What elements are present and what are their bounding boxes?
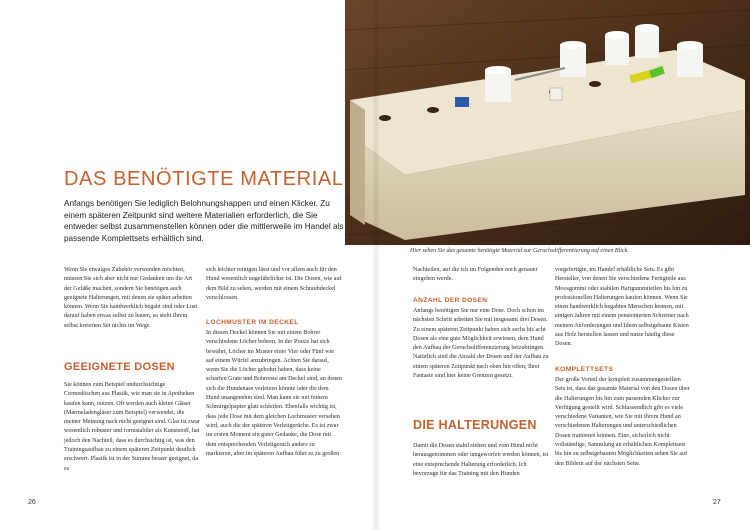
paragraph: vorgefertigte, im Handel erhältliche Sets. Es gibt Hersteller, von denen Sie verschiedene Fertigteile aus Moosgummi oder stabilen Hartgummiteilen bis hin zu professionellen Halterungen kaufen können. Wenn Sie einen handwerklich begabten Menschen kennen, mit einigen Jahren mit einem pensionierten Schreiner nach meinen Anforderungen und Ideen selbstgebaute Kisten aus Holz herstellen lassen und nutze häufig diese Dosen.: [555, 267, 689, 348]
page-number-left: 26: [28, 499, 36, 506]
column-3-lower: [413, 442, 549, 479]
photo-material: [345, 0, 750, 245]
column-2-lower: [206, 329, 342, 459]
paragraph: Sie können zum Beispiel undurchsichtige Cremedöschen aus Plastik, wie man sie in Apotheken kaufen kann, nutzen. Oft werden auch kleine Gläser (Marmeladengläser zum Beispiel) verwendet, die meiner Meinung nach nicht geeignet sind. Glas ist zwar wesentlich robuster und formstabiler als Kunststoff, hat jedoch den Nachteil, dass es durchsichtig ist, was den Trainingsaufbau zu einem späteren Zeitpunkt deutlich erschwert. Plastik ist in der Summe besser geeignet, da es: [64, 382, 200, 472]
heading-geeignete-dosen: GEEIGNETE DOSEN: [64, 361, 175, 373]
paragraph: Damit die Dosen stabil stehen und vom Hund nicht herausgenommen oder umgeworfen werden können, ist eine entsprechende Halterung erforderlich. Ich bevorzuge für das Training mit den Hunden: [413, 443, 549, 477]
book-gutter: [372, 0, 380, 530]
page-number-right: 27: [713, 499, 721, 506]
paragraph: sich leichter reinigen lässt und vor allem auch für den Hund wesentlich ungefährlicher ist. Die Dosen, wie auf dem Bild zu sehen, werden mit einem Schraubdeckel verschlossen.: [206, 267, 342, 301]
heading-halterungen: DIE HALTERUNGEN: [413, 418, 537, 432]
column-4-lower: [555, 376, 691, 469]
chapter-title: DAS BENÖTIGTE MATERIAL: [64, 168, 344, 190]
heading-komplettsets: KOMPLETTSETS: [555, 366, 614, 373]
paragraph: Der große Vorteil der komplett zusammengestellten Sets ist, dass das gesamte Material von den Dosen über die Halterungen bis hin zum passenden Klicker zur Verfügung gestellt wird. Schlussendlich gibt es viele verschiedene Varianten, wie Sie mit Ihrem Hund an verschiedenen Halterungen und unterschiedlichen Dosen trainieren können. Eine, sicherlich nicht vollständige, Sammlung an erhältlichen Komplettsets bis hin zu selbstgebauten Möglichkeiten sehen Sie auf den Bildern auf der nächsten Seite.: [555, 377, 690, 467]
paragraph: In diesen Deckel können Sie mit einem Bohrer verschiedene Löcher bohren. In der Praxis hat sich bewährt, Löcher im Muster einer Vier oder Fünf wie auf einem Würfel anzubringen. Achten Sie darauf, wenn Sie die Löcher gebohrt haben, dass keine scharfen Grate und Bohrreste am Deckel sind, an denen sich die Hundenase verletzen könnte oder die dem Hund unangenehm sind. Man kann sie mit feinem Schmirgelpapier glatt schleifen. Ebenfalls wichtig ist, dass jede Dose mit dem gleichen Lochmuster versehen wird, auch die der späteren Verleitgerüche. Es ist zwar im ersten Moment ein guter Gedanke, die Dose mit dem entsprechenden Verleitgeruch anders zu markieren, aber im späteren Aufbau führt es zu großen: [206, 330, 342, 457]
column-3-mid: [413, 307, 549, 381]
paragraph: Nachteilen, auf die ich im Folgenden noch genauer eingehen werde.: [413, 267, 538, 283]
column-2: [206, 266, 342, 303]
column-4: [555, 266, 691, 350]
paragraph: Anfangs benötigen Sie nur eine Dose. Doch schon im nächsten Schritt arbeiten Sie mit insgesamt drei Dosen. Zu einem späteren Zeitpunkt haben sich sechs bis acht Dosen als eine gute Möglichkeit erwiesen, dem Hund den Aufbau der Geruchsdifferenzierung beizubringen. Natürlich sind die Anzahl der Dosen und der Aufbau zu einem späteren Zeitpunkt nach oben hin offen, Ihrer Fantasie sind hier keine Grenzen gesetzt.: [413, 308, 549, 380]
column-3: [413, 266, 549, 285]
photo-caption: Hier sehen Sie das gesamte benötigte Material zur Geruchsdifferenzierung auf einen Blick.: [410, 248, 629, 254]
column-1-lower: [64, 381, 200, 474]
heading-lochmuster: LOCHMUSTER IM DECKEL: [206, 319, 299, 326]
heading-anzahl-dosen: ANZAHL DER DOSEN: [413, 297, 488, 304]
photo-illustration: [345, 0, 750, 245]
paragraph: Wenn Sie etwaiges Zubehör verwenden möchten, müssen Sie sich aber nicht nur Gedanken um die Art der Gefäße machen, sondern Sie benötigen auch geeignete Halterungen, mit denen sie später arbeiten können. Wenn Sie handwerklich begabt sind oder Lust darauf haben etwas selbst zu bauen, so steht Ihrem selbst kreierten Set nichts im Wege.: [64, 267, 198, 329]
intro-paragraph: Anfangs benötigen Sie lediglich Belohnungshappen und einen Klicker. Zu einem späteren Zeitpunkt sind weitere Materialien erforderlich, die Sie entweder selbst zusammenstellen können oder die mittlerweile im Handel als passende Komplettsets erhältlich sind.: [64, 199, 344, 243]
column-1: [64, 266, 200, 331]
